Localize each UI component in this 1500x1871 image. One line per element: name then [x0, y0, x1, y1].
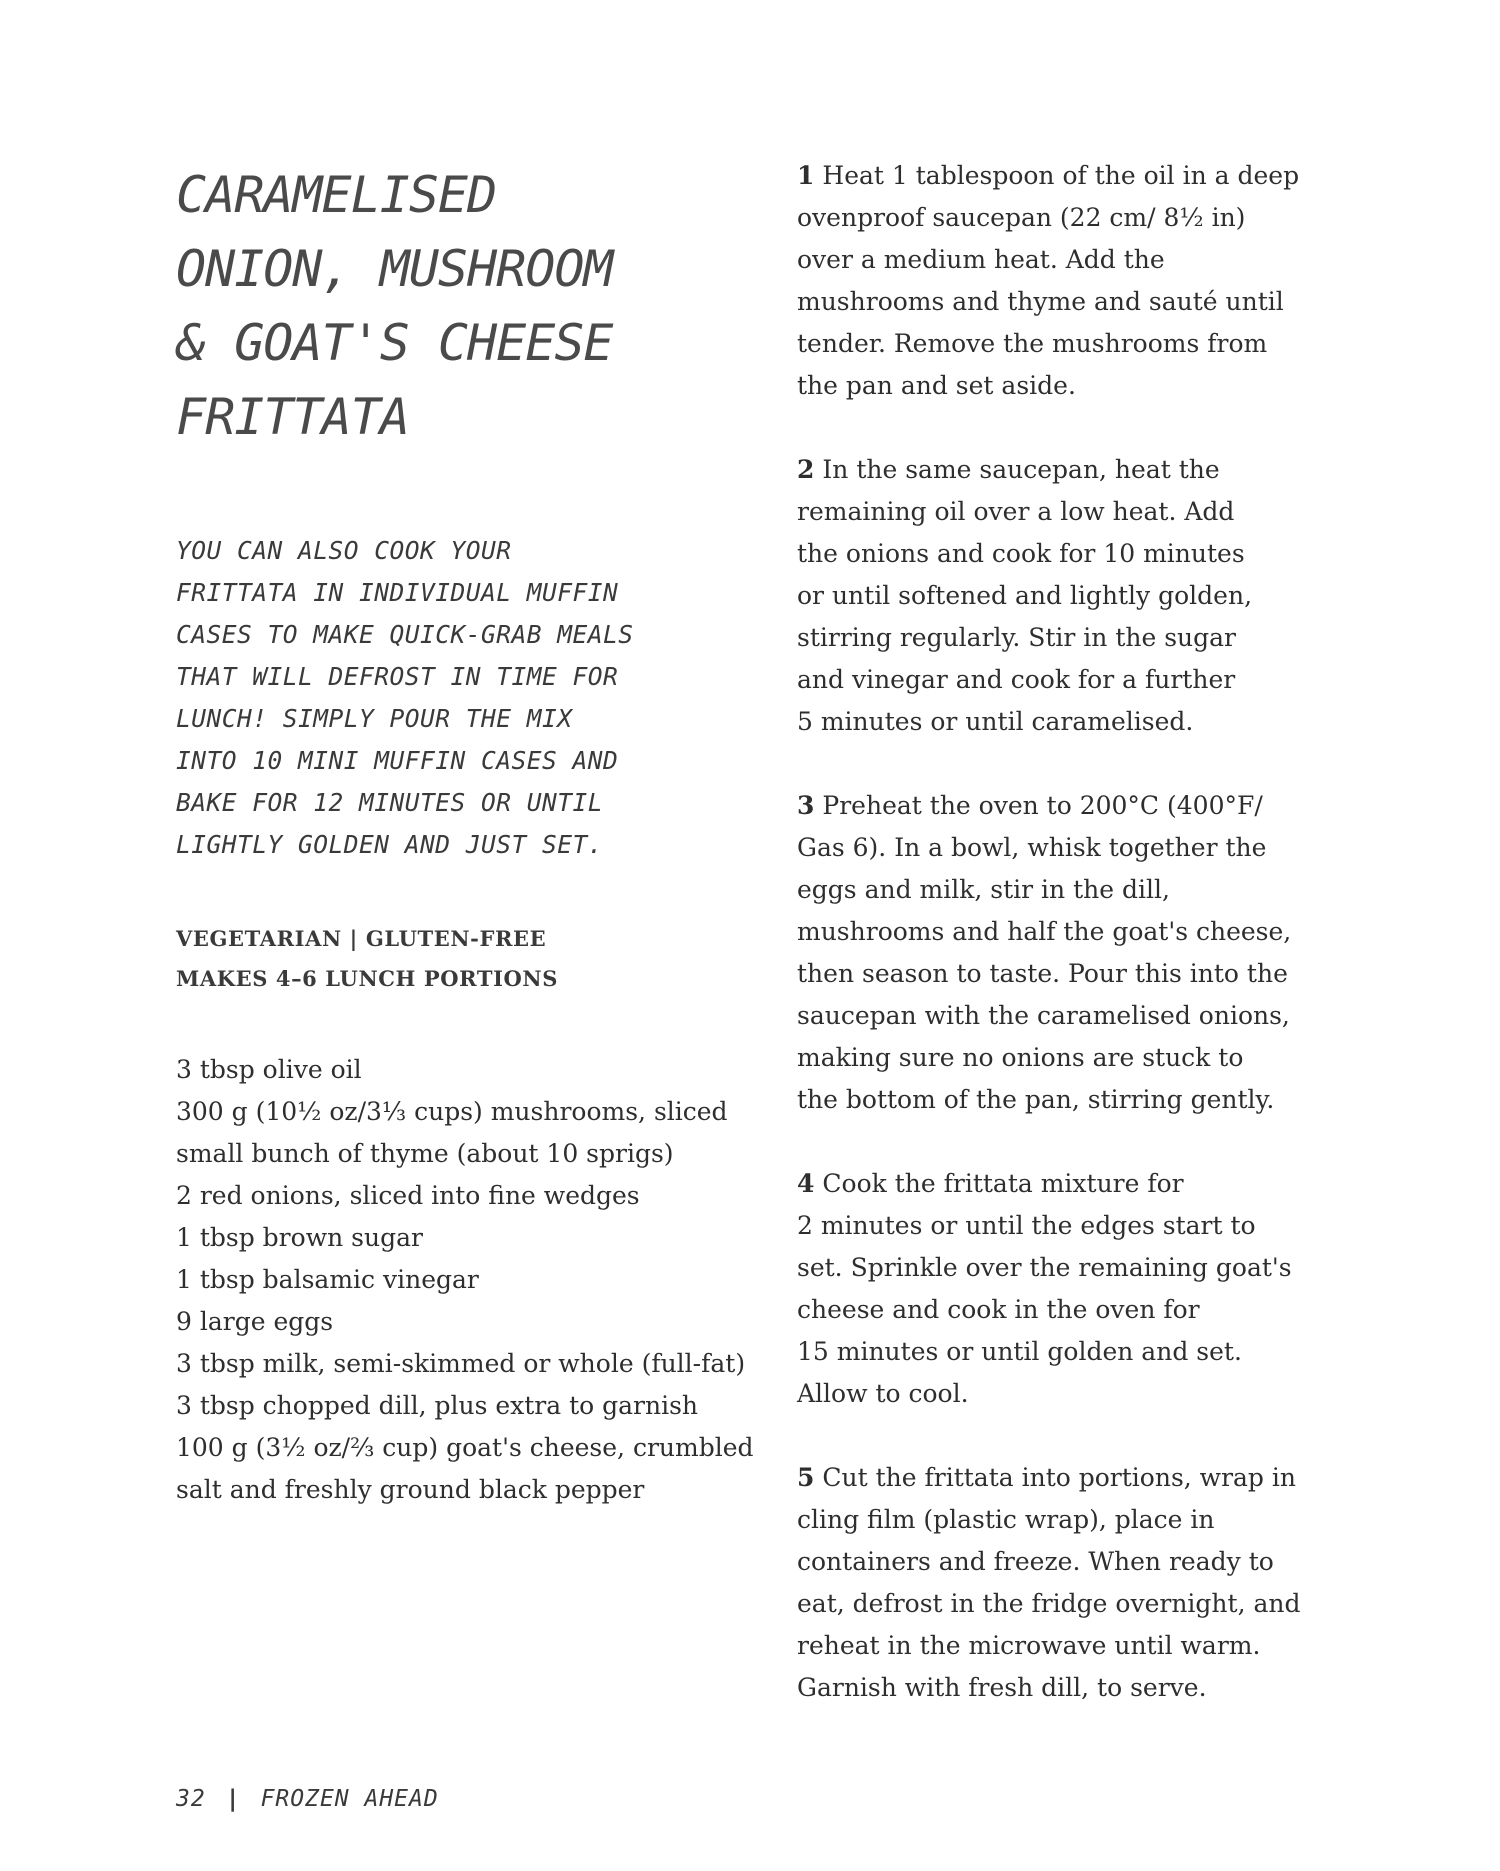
intro-line: THAT WILL DEFROST IN TIME FOR [176, 662, 619, 691]
ingredient-item: 100 g (3½ oz/⅔ cup) goat's cheese, crumbled [176, 1433, 754, 1462]
step-line: tender. Remove the mushrooms from [797, 329, 1268, 358]
ingredient-item: 3 tbsp olive oil [176, 1055, 362, 1084]
step-line: saucepan with the caramelised onions, [797, 1001, 1290, 1030]
method-step [797, 785, 1387, 1121]
recipe-title [176, 158, 766, 454]
step-line: Allow to cool. [797, 1379, 969, 1408]
step-line: the onions and cook for 10 minutes [797, 539, 1245, 568]
step-line: stirring regularly. Stir in the sugar [797, 623, 1237, 652]
title-line: FRITTATA [176, 388, 409, 446]
ingredient-item: 3 tbsp chopped dill, plus extra to garnish [176, 1391, 699, 1420]
title-line: CARAMELISED [176, 166, 497, 224]
intro-line: INTO 10 MINI MUFFIN CASES AND [176, 746, 619, 775]
intro-line: CASES TO MAKE QUICK-GRAB MEALS [176, 620, 634, 649]
ingredient-item: 1 tbsp brown sugar [176, 1223, 423, 1252]
recipe-intro [176, 530, 766, 866]
ingredient-item: 2 red onions, sliced into fine wedges [176, 1181, 640, 1210]
intro-line: BAKE FOR 12 MINUTES OR UNTIL [176, 788, 604, 817]
ingredient-item: salt and freshly ground black pepper [176, 1475, 645, 1504]
step-line: 2 minutes or until the edges start to [797, 1211, 1256, 1240]
step-line: Cut the frittata into portions, wrap in [822, 1463, 1296, 1492]
intro-line: YOU CAN ALSO COOK YOUR [176, 536, 512, 565]
diet-tags: VEGETARIAN | GLUTEN-FREE [176, 926, 547, 951]
method-column [797, 155, 1387, 1751]
step-number: 3 [797, 791, 815, 820]
step-line: and vinegar and cook for a further [797, 665, 1236, 694]
section-name: FROZEN AHEAD [260, 1786, 439, 1812]
step-line: the pan and set aside. [797, 371, 1076, 400]
intro-line: LIGHTLY GOLDEN AND JUST SET. [176, 830, 604, 859]
step-line: Cook the frittata mixture for [822, 1169, 1184, 1198]
title-line: ONION, MUSHROOM [176, 240, 613, 298]
ingredient-item: small bunch of thyme (about 10 sprigs) [176, 1139, 674, 1168]
method-step [797, 1163, 1387, 1415]
step-line: or until softened and lightly golden, [797, 581, 1253, 610]
step-line: eggs and milk, stir in the dill, [797, 875, 1170, 904]
step-line: Gas 6). In a bowl, whisk together the [797, 833, 1267, 862]
step-number: 5 [797, 1463, 815, 1492]
left-column [176, 158, 766, 1536]
step-line: mushrooms and thyme and sauté until [797, 287, 1284, 316]
title-line: & GOAT'S CHEESE [176, 314, 613, 372]
step-line: then season to taste. Pour this into the [797, 959, 1288, 988]
step-number: 2 [797, 455, 815, 484]
step-line: reheat in the microwave until warm. [797, 1631, 1261, 1660]
method-step [797, 1457, 1387, 1709]
step-line: the bottom of the pan, stirring gently. [797, 1085, 1275, 1114]
step-line: eat, defrost in the fridge overnight, and [797, 1589, 1301, 1618]
step-line: over a medium heat. Add the [797, 245, 1165, 274]
step-line: mushrooms and half the goat's cheese, [797, 917, 1292, 946]
intro-line: LUNCH! SIMPLY POUR THE MIX [176, 704, 573, 733]
intro-line: FRITTATA IN INDIVIDUAL MUFFIN [176, 578, 619, 607]
ingredient-item: 9 large eggs [176, 1307, 334, 1336]
step-number: 4 [797, 1169, 815, 1198]
step-line: 5 minutes or until caramelised. [797, 707, 1194, 736]
step-line: Garnish with fresh dill, to serve. [797, 1673, 1207, 1702]
step-line: making sure no onions are stuck to [797, 1043, 1244, 1072]
ingredient-item: 3 tbsp milk, semi-skimmed or whole (full-fat) [176, 1349, 746, 1378]
method-step [797, 155, 1387, 407]
recipe-tags [176, 919, 766, 999]
yield: MAKES 4–6 LUNCH PORTIONS [176, 966, 558, 991]
step-line: ovenproof saucepan (22 cm/ 8½ in) [797, 203, 1246, 232]
page-number: 32 [176, 1786, 206, 1812]
step-line: containers and freeze. When ready to [797, 1547, 1274, 1576]
ingredient-item: 300 g (10½ oz/3⅓ cups) mushrooms, sliced [176, 1097, 728, 1126]
step-line: In the same saucepan, heat the [822, 455, 1220, 484]
ingredient-item: 1 tbsp balsamic vinegar [176, 1265, 479, 1294]
step-line: remaining oil over a low heat. Add [797, 497, 1235, 526]
step-line: set. Sprinkle over the remaining goat's [797, 1253, 1292, 1282]
step-line: Preheat the oven to 200°C (400°F/ [822, 791, 1263, 820]
ingredient-list [176, 1049, 766, 1511]
step-number: 1 [797, 161, 815, 190]
method-step [797, 449, 1387, 743]
step-line: 15 minutes or until golden and set. [797, 1337, 1242, 1366]
step-line: cling film (plastic wrap), place in [797, 1505, 1215, 1534]
footer-separator: | [225, 1786, 241, 1812]
page-footer [176, 1786, 439, 1812]
step-line: cheese and cook in the oven for [797, 1295, 1200, 1324]
step-line: Heat 1 tablespoon of the oil in a deep [822, 161, 1300, 190]
